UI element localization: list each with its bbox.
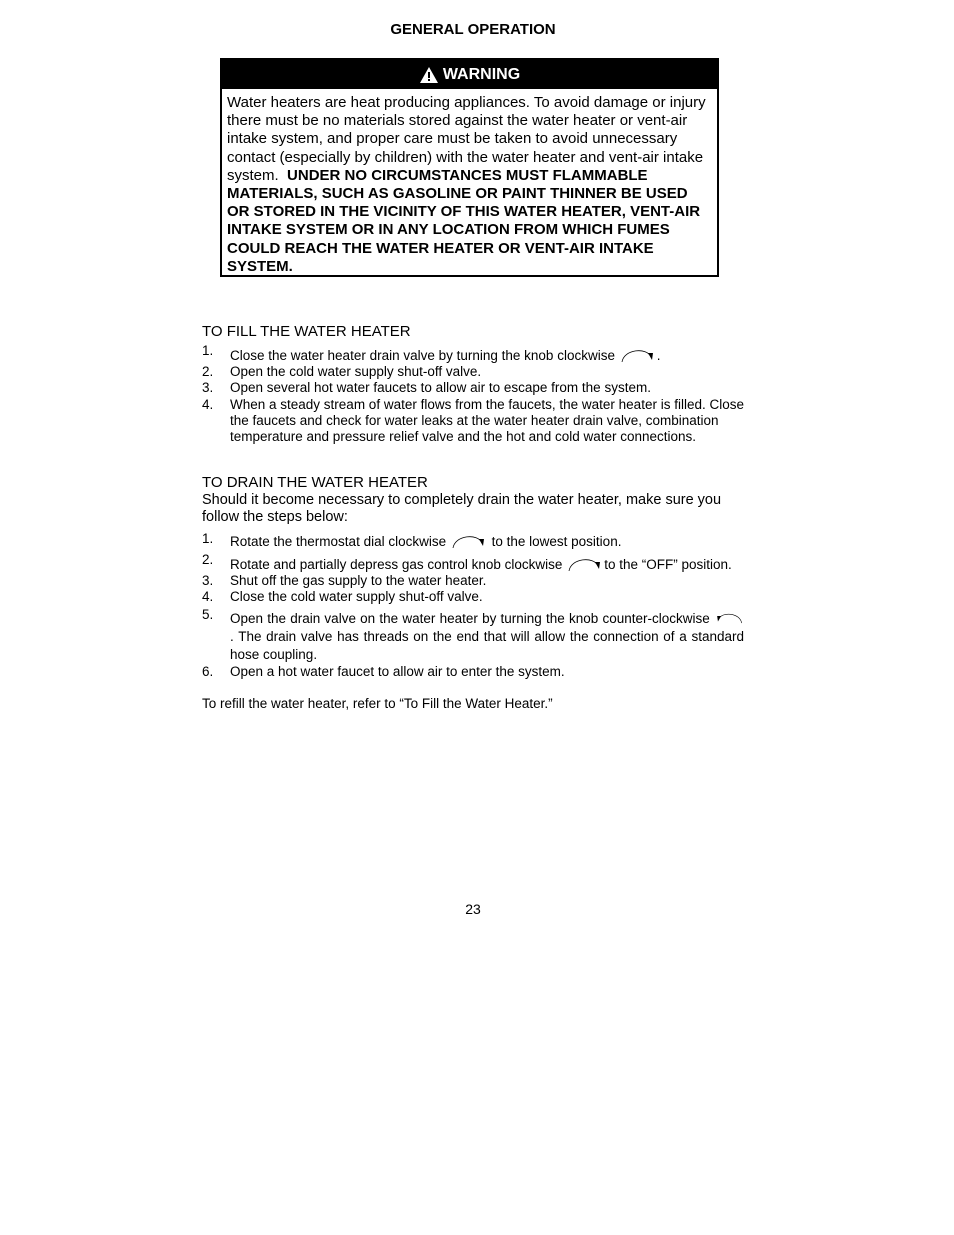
list-item: [202, 343, 744, 364]
step-text: When a steady stream of water flows from the faucets, the water heater is filled. Close the faucets and check for water leaks at the water heater drain valve, combination temperature and pressure relief valve and the hot and cold water connections.: [230, 396, 744, 445]
step-text: Open a hot water faucet to allow air to enter the system.: [230, 663, 565, 679]
step-text: Close the water heater drain valve by turning the knob clockwise: [230, 348, 615, 363]
step-text: Open several hot water faucets to allow air to escape from the system.: [230, 380, 651, 396]
fill-heading: TO FILL THE WATER HEATER: [202, 323, 411, 340]
step-text: Shut off the gas supply to the water heater.: [230, 573, 487, 589]
list-item: [202, 552, 744, 573]
list-item: [202, 664, 744, 680]
step-text: Close the cold water supply shut-off valve.: [230, 589, 483, 605]
page-title: GENERAL OPERATION: [390, 21, 556, 38]
warning-box: [220, 58, 719, 277]
counter-clockwise-arrow-icon: [714, 606, 744, 626]
list-item: [202, 380, 744, 396]
step-number: 1.: [202, 531, 214, 546]
warning-triangle-icon: [419, 66, 439, 84]
step-number: 2.: [202, 552, 214, 567]
step-text: Rotate and partially depress gas control knob clockwise: [230, 557, 563, 572]
page-number: 23: [465, 901, 481, 917]
step-number: 3.: [202, 573, 214, 589]
step-number: 4.: [202, 589, 214, 605]
fill-section: [202, 323, 744, 445]
drain-steps: [202, 529, 744, 680]
warning-label: WARNING: [442, 65, 521, 83]
list-item: [202, 606, 744, 664]
step-number: 4.: [202, 396, 214, 412]
drain-section: [202, 474, 744, 680]
step-number: 3.: [202, 380, 214, 396]
fill-steps: [202, 343, 744, 445]
step-text: Open the cold water supply shut-off valve.: [230, 364, 482, 380]
step-number: 1.: [202, 343, 214, 358]
warning-text: [222, 89, 717, 276]
step-text-after: . The drain valve has threads on the end that will allow the connection of a standard hose coupling.: [230, 628, 744, 662]
step-text-after: to the lowest position.: [487, 534, 622, 549]
clockwise-arrow-icon: [566, 552, 604, 572]
step-number: 6.: [202, 663, 214, 679]
warning-text-normal: Water heaters are heat producing appliances. To avoid damage or injury there must be no materials stored against the water heater or vent-air intake system, and proper care must be taken to avoid unnecessary contact (especially by children) with the water heater and vent-air intake system.: [227, 94, 706, 184]
refill-note: To refill the water heater, refer to “To Fill the Water Heater.”: [202, 696, 553, 711]
step-number: 2.: [202, 364, 214, 380]
list-item: [202, 529, 744, 552]
drain-intro: Should it become necessary to completely drain the water heater, make sure you follow the steps below:: [202, 492, 722, 525]
list-item: [202, 573, 744, 589]
step-text-after: .: [656, 348, 661, 363]
warning-text-bold: UNDER NO CIRCUMSTANCES MUST FLAMMABLE MATERIALS, SUCH AS GASOLINE OR PAINT THINNER BE USED OR STORED IN THE VICINITY OF THIS WATER HEATER, VENT-AIR INTAKE SYSTEM OR IN ANY LOCATION FROM WHICH FUMES COULD REACH THE WATER HEATER OR VENT-AIR INTAKE SYSTEM.: [227, 166, 701, 275]
warning-header: [222, 60, 717, 89]
list-item: [202, 364, 744, 380]
drain-heading: TO DRAIN THE WATER HEATER: [202, 474, 428, 491]
step-text: Open the drain valve on the water heater by turning the knob counter-clockwise: [230, 610, 710, 626]
list-item: [202, 589, 744, 605]
clockwise-arrow-icon: [619, 343, 657, 363]
step-number: 5.: [202, 606, 214, 622]
step-text-after: to the “OFF” position.: [604, 557, 732, 572]
step-text: Rotate the thermostat dial clockwise: [230, 534, 447, 549]
list-item: [202, 397, 744, 446]
clockwise-arrow-icon: [450, 529, 488, 549]
